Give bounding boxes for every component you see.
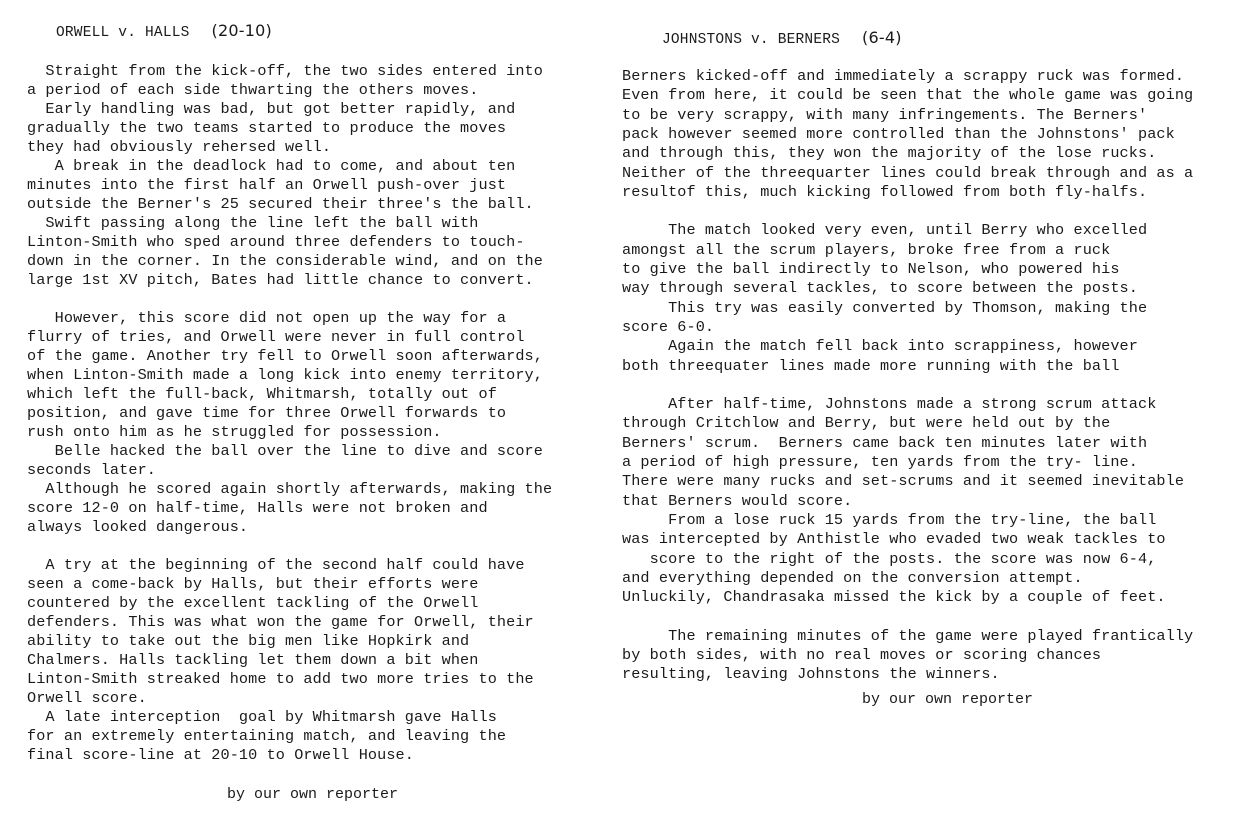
text-line: and through this, they won the majority of the lose rucks.	[622, 144, 1157, 163]
text-line: amongst all the scrum players, broke free from a ruck	[622, 240, 1111, 259]
text-line: they had obviously rehersed well.	[27, 138, 332, 156]
text-line: Orwell score.	[27, 689, 147, 707]
text-line: by both sides, with no real moves or scoring chances	[622, 646, 1102, 664]
text-line: a period of high pressure, ten yards from the try- line.	[622, 453, 1138, 471]
text-line: Berners kicked-off and immediately a scrappy ruck was formed.	[622, 67, 1185, 85]
text-line: seen a come-back by Halls, but their efforts were	[27, 575, 479, 593]
report-heading	[56, 21, 272, 41]
text-line: resultof this, much kicking followed from both fly-halfs.	[622, 182, 1148, 201]
text-line: Unluckily, Chandrasaka missed the kick by a couple of feet.	[622, 588, 1166, 607]
text-line: down in the corner. In the considerable wind, and on the	[27, 252, 543, 270]
text-line: Belle hacked the ball over the line to dive and score	[27, 442, 543, 460]
text-line: Even from here, it could be seen that the whole game was going	[622, 86, 1194, 105]
text-line: After half-time, Johnstons made a strong scrum attack	[622, 395, 1157, 414]
match-score: (6-4)	[862, 28, 902, 47]
text-line: which left the full-back, Whitmarsh, totally out of	[27, 385, 497, 403]
text-line: Linton-Smith streaked home to add two more tries to the	[27, 670, 534, 688]
text-line: flurry of tries, and Orwell were never in full control	[27, 328, 525, 346]
text-line: seconds later.	[27, 461, 156, 479]
text-line: rush onto him as he struggled for possession.	[27, 423, 442, 441]
text-line: Swift passing along the line left the ball with	[27, 214, 479, 232]
text-line: pack however seemed more controlled than the Johnstons' pack	[622, 124, 1175, 143]
text-line: always looked dangerous.	[27, 518, 249, 536]
text-line: However, this score did not open up the way for a	[27, 309, 507, 327]
text-line: score 12-0 on half-time, Halls were not broken and	[27, 499, 488, 517]
text-line: both threequater lines made more running with the ball	[622, 356, 1120, 375]
text-line: resulting, leaving Johnstons the winners.	[622, 665, 1000, 684]
text-line: Straight from the kick-off, the two sides entered into	[27, 62, 543, 80]
text-line: final score-line at 20-10 to Orwell House.	[27, 746, 414, 764]
text-line: The remaining minutes of the game were played frantically	[622, 626, 1194, 645]
text-line: defenders. This was what won the game for Orwell, their	[27, 613, 534, 631]
text-line: outside the Berner's 25 secured their three's the ball.	[27, 195, 534, 213]
byline: by our own reporter	[862, 691, 1034, 708]
text-line: for an extremely entertaining match, and leaving the	[27, 727, 507, 745]
match-score: (20-10)	[211, 21, 272, 40]
text-line: minutes into the first half an Orwell push-over just	[27, 176, 507, 194]
text-line: through Critchlow and Berry, but were held out by the	[622, 414, 1111, 433]
text-line: The match looked very even, until Berry who excelled	[622, 221, 1148, 240]
text-line: Early handling was bad, but got better rapidly, and	[27, 100, 516, 118]
text-line: A late interception goal by Whitmarsh gave Halls	[27, 708, 497, 726]
text-line: score 6-0.	[622, 317, 715, 336]
text-line: Although he scored again shortly afterwards, making the	[27, 480, 553, 498]
text-line: to be very scrappy, with many infringements. The Berners'	[622, 105, 1148, 124]
text-line: A break in the deadlock had to come, and about ten	[27, 157, 516, 175]
byline: by our own reporter	[227, 786, 399, 803]
text-line: countered by the excellent tackling of the Orwell	[27, 594, 479, 612]
match-title: ORWELL v. HALLS	[56, 25, 190, 41]
text-line: that Berners would score.	[622, 491, 853, 510]
match-title: JOHNSTONS v. BERNERS	[662, 32, 841, 48]
text-line: ability to take out the big men like Hopkirk and	[27, 632, 470, 650]
text-line: to give the ball indirectly to Nelson, who powered his	[622, 260, 1120, 278]
text-line: was intercepted by Anthistle who evaded two weak tackles to	[622, 530, 1166, 549]
text-line: gradually the two teams started to produce the moves	[27, 119, 507, 137]
text-line: of the game. Another try fell to Orwell soon afterwards,	[27, 347, 543, 365]
text-line: when Linton-Smith made a long kick into enemy territory,	[27, 366, 543, 384]
text-line: way through several tackles, to score between the posts.	[622, 279, 1138, 298]
text-line: a period of each side thwarting the others moves.	[27, 81, 479, 99]
text-line: Berners' scrum. Berners came back ten minutes later with	[622, 433, 1148, 452]
text-line: score to the right of the posts. the score was now 6-4,	[622, 549, 1157, 568]
text-line: position, and gave time for three Orwell forwards to	[27, 404, 507, 422]
text-line: This try was easily converted by Thomson, making the	[622, 298, 1148, 317]
text-line: Linton-Smith who sped around three defenders to touch-	[27, 233, 525, 251]
text-line: Again the match fell back into scrappiness, however	[622, 337, 1138, 356]
text-line: Neither of the threequarter lines could break through and as a	[622, 163, 1194, 182]
text-line: and everything depended on the conversion attempt.	[622, 568, 1083, 587]
text-line: Chalmers. Halls tackling let them down a bit when	[27, 651, 479, 669]
text-line: A try at the beginning of the second half could have	[27, 556, 525, 574]
text-line: There were many rucks and set-scrums and it seemed inevitable	[622, 472, 1185, 491]
report-heading	[662, 28, 902, 48]
text-line: From a lose ruck 15 yards from the try-line, the ball	[622, 510, 1157, 529]
text-line: large 1st XV pitch, Bates had little chance to convert.	[27, 271, 534, 289]
